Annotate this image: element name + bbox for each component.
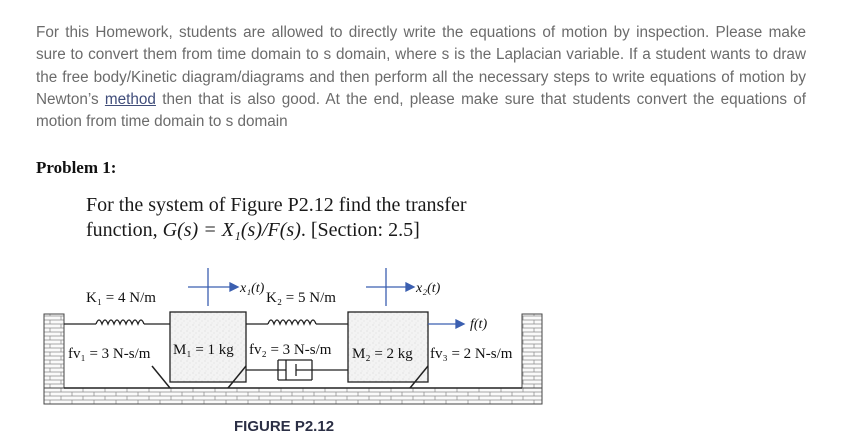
instructions-text-2: then that is also good. At the end, please make sure that students convert the equations of motion from time domain to s domain [36, 90, 806, 131]
x2-label: x₂(t) [416, 281, 441, 296]
x1-label: x₁(t) [240, 281, 265, 296]
k2-label: K₂ = 5 N/m [266, 290, 336, 306]
figure-caption: FIGURE P2.12 [234, 418, 335, 435]
damper-fv2 [246, 360, 348, 380]
force-arrow [428, 320, 464, 328]
problem-line-1: For the system of Figure P2.12 find the transfer [86, 194, 467, 216]
fv2-label: fv₂ = 3 N-s/m [249, 342, 332, 358]
transfer-function: G(s) = X₁(s)/F(s) [162, 219, 301, 241]
m1-label: M₁ = 1 kg [173, 342, 234, 358]
fv1-label: fv₁ = 3 N-s/m [68, 346, 151, 362]
problem-line-2-prefix: function, [86, 219, 163, 241]
force-label: f(t) [470, 317, 488, 332]
problem-heading: Problem 1: [36, 158, 117, 177]
instructions-text-1: For this Homework, students are allowed to directly write the equations of motion by inspection. Please make sure to convert them from time domain to s domain, where s is the Laplacian variable. If a student wants to draw the free body/Kinetic diagram/diagrams and then perform all the necessary steps to write equations of motion by Newton’s [36, 24, 806, 108]
problem-line-2-suffix: . [Section: 2.5] [300, 219, 420, 241]
x1-reference [188, 268, 238, 306]
k1-label: K₁ = 4 N/m [86, 290, 156, 306]
spring-k1 [64, 320, 170, 324]
spring-k2 [246, 320, 348, 324]
m2-label: M₂ = 2 kg [352, 346, 413, 362]
x2-reference [366, 268, 414, 306]
method-link[interactable]: method [104, 90, 156, 108]
fv3-label: fv₃ = 2 N-s/m [430, 346, 513, 362]
